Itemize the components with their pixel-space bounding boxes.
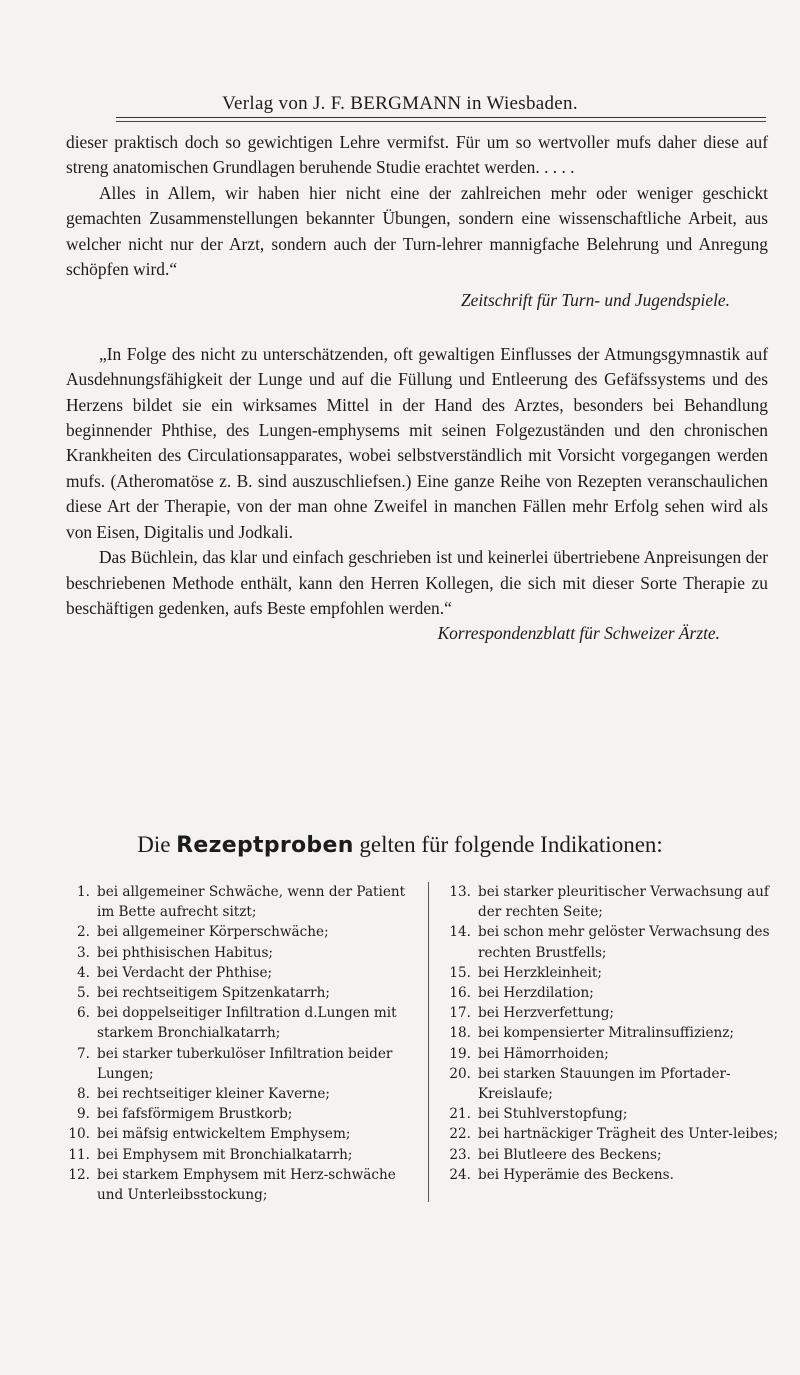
indication-number: 2. bbox=[77, 924, 90, 941]
column-divider bbox=[428, 882, 429, 1202]
indication-item bbox=[443, 983, 788, 1003]
indication-number: 1. bbox=[77, 884, 90, 900]
indication-text: bei kompensierter Mitralinsuffizienz; bbox=[478, 1025, 734, 1042]
heading-bold: Rezeptproben bbox=[176, 833, 354, 858]
indication-item bbox=[62, 1124, 412, 1144]
indication-item bbox=[443, 1165, 788, 1185]
indication-text: bei starker tuberkulöser Infiltration beider Lungen; bbox=[97, 1045, 393, 1082]
indication-item bbox=[443, 1064, 788, 1104]
indication-text: bei Herzverfettung; bbox=[478, 1005, 614, 1022]
indication-text: bei doppelseitiger Infiltration d.Lungen mit starkem Bronchialkatarrh; bbox=[97, 1005, 397, 1042]
indication-number: 18. bbox=[449, 1025, 471, 1042]
indication-text: bei schon mehr gelöster Verwachsung des rechten Brustfells; bbox=[478, 924, 770, 961]
indication-item bbox=[443, 1124, 788, 1144]
indication-item bbox=[62, 963, 412, 983]
indication-text: bei allgemeiner Körperschwäche; bbox=[97, 924, 329, 941]
indication-item bbox=[62, 882, 412, 922]
indication-item bbox=[443, 882, 788, 922]
indication-item bbox=[62, 1104, 412, 1124]
indication-text: bei Stuhlverstopfung; bbox=[478, 1106, 628, 1123]
indication-text: bei allgemeiner Schwäche, wenn der Patient im Bette aufrecht sitzt; bbox=[97, 884, 406, 921]
indication-item bbox=[62, 1145, 412, 1165]
indication-number: 21. bbox=[449, 1106, 471, 1123]
indication-text: bei rechtseitiger kleiner Kaverne; bbox=[97, 1086, 330, 1103]
indication-number: 8. bbox=[77, 1086, 90, 1103]
indication-number: 12. bbox=[68, 1166, 90, 1183]
quote1-source: Zeitschrift für Turn- und Jugendspiele. bbox=[460, 290, 730, 311]
indication-number: 7. bbox=[77, 1045, 90, 1062]
indication-item bbox=[62, 922, 412, 942]
indication-number: 20. bbox=[449, 1065, 471, 1082]
indication-number: 4. bbox=[77, 964, 90, 981]
indication-text: bei mäfsig entwickeltem Emphysem; bbox=[97, 1126, 351, 1143]
header-rule-bottom bbox=[116, 121, 766, 122]
section-heading bbox=[0, 832, 800, 858]
heading-pre: Die bbox=[137, 832, 171, 857]
indication-number: 5. bbox=[77, 985, 90, 1002]
indication-item bbox=[62, 983, 412, 1003]
quote1-paragraph1: dieser praktisch doch so gewichtigen Lehre vermifst. Für um so wertvoller mufs daher diese auf streng anatomischen Grundlagen beruhende Studie erachtet werden. . . . . bbox=[66, 132, 768, 178]
indication-number: 13. bbox=[449, 884, 471, 900]
indication-number: 15. bbox=[449, 964, 471, 981]
header-rule-top bbox=[116, 117, 766, 118]
quote2-source: Korrespondenzblatt für Schweizer Ärzte. bbox=[437, 623, 720, 644]
indication-number: 16. bbox=[449, 985, 471, 1002]
indication-item bbox=[443, 1145, 788, 1165]
indication-item bbox=[62, 1165, 412, 1205]
indication-text: bei hartnäckiger Trägheit des Unter-leibes; bbox=[478, 1126, 779, 1143]
indication-text: bei rechtseitigem Spitzenkatarrh; bbox=[97, 985, 330, 1002]
indication-text: bei starker pleuritischer Verwachsung auf der rechten Seite; bbox=[478, 884, 769, 921]
quote2-paragraph1: „In Folge des nicht zu unterschätzenden, oft gewaltigen Einflusses der Atmungsgymnastik auf Ausdehnungsfähigkeit der Lunge und auf die Füllung und Entleerung des Gefäfssystems und des Herzens bildet sie ein wirksames Mittel in der Hand des Arztes, besonders bei Behandlung beginnender Phthise, des Lungen-emphysems mit seinen Folgezuständen und den chronischen Krankheiten des Circulationsapparates, wobei selbstverständlich mit Vorsicht vorgegangen werden mufs. (Atheromatöse z. B. sind auszuschliefsen.) Eine ganze Reihe von Rezepten veranschaulichen diese Art der Therapie, von der man ohne Zweifel in manchen Fällen mehr Erfolg sehen wird als von Eisen, Digitalis und Jodkali. bbox=[66, 343, 768, 542]
indication-text: bei fafsförmigem Brustkorb; bbox=[97, 1106, 293, 1123]
heading-post: gelten für folgende Indikationen: bbox=[359, 832, 663, 857]
indication-text: bei Hyperämie des Beckens. bbox=[478, 1166, 674, 1183]
indication-item bbox=[443, 1003, 788, 1023]
indication-item bbox=[62, 1044, 412, 1084]
indication-text: bei Verdacht der Phthise; bbox=[97, 964, 273, 981]
quote2-paragraph2: Das Büchlein, das klar und einfach geschrieben ist und keinerlei übertriebene Anpreisungen der beschriebenen Methode enthält, kann den Herren Kollegen, die sich mit dieser Sorte Therapie zu beschäftigen gedenken, aufs Beste empfohlen werden.“ bbox=[66, 547, 768, 618]
indication-item bbox=[62, 943, 412, 963]
indication-number: 24. bbox=[449, 1166, 471, 1183]
indication-text: bei Herzkleinheit; bbox=[478, 964, 602, 981]
indication-number: 23. bbox=[449, 1146, 471, 1163]
indications-right-column bbox=[443, 882, 788, 1185]
indication-number: 22. bbox=[449, 1126, 471, 1143]
quote1-paragraph2: Alles in Allem, wir haben hier nicht eine der zahlreichen mehr oder weniger geschickt gemachten Zusammenstellungen bekannter Übungen, sondern eine wissenschaftliche Arbeit, aus welcher nicht nur der Arzt, sondern auch der Turn-lehrer mannigfache Belehrung und Anregung schöpfen wird.“ bbox=[66, 182, 768, 280]
indication-item bbox=[443, 963, 788, 983]
review-quotes bbox=[66, 130, 768, 647]
indication-text: bei Emphysem mit Bronchialkatarrh; bbox=[97, 1146, 353, 1163]
indication-item bbox=[443, 1023, 788, 1043]
indication-text: bei phthisischen Habitus; bbox=[97, 944, 274, 961]
indication-item bbox=[443, 1104, 788, 1124]
indication-item bbox=[62, 1003, 412, 1043]
indication-number: 6. bbox=[77, 1005, 90, 1022]
indication-text: bei starken Stauungen im Pfortader-Kreislaufe; bbox=[478, 1065, 731, 1103]
indication-number: 3. bbox=[77, 944, 90, 961]
indication-number: 19. bbox=[449, 1045, 471, 1062]
indication-number: 17. bbox=[449, 1005, 471, 1022]
indication-text: bei starkem Emphysem mit Herz-schwäche und Unterleibsstockung; bbox=[97, 1166, 396, 1204]
indication-number: 9. bbox=[77, 1106, 90, 1123]
indication-number: 14. bbox=[449, 924, 471, 941]
indication-item bbox=[443, 1044, 788, 1064]
indication-number: 11. bbox=[68, 1146, 90, 1163]
indication-text: bei Blutleere des Beckens; bbox=[478, 1146, 662, 1163]
indication-text: bei Hämorrhoiden; bbox=[478, 1045, 609, 1062]
indications-left-column bbox=[62, 882, 412, 1205]
indication-item bbox=[443, 922, 788, 962]
indication-text: bei Herzdilation; bbox=[478, 985, 594, 1002]
indication-number: 10. bbox=[68, 1126, 90, 1143]
indication-item bbox=[62, 1084, 412, 1104]
publisher-header: Verlag von J. F. BERGMANN in Wiesbaden. bbox=[222, 93, 578, 114]
